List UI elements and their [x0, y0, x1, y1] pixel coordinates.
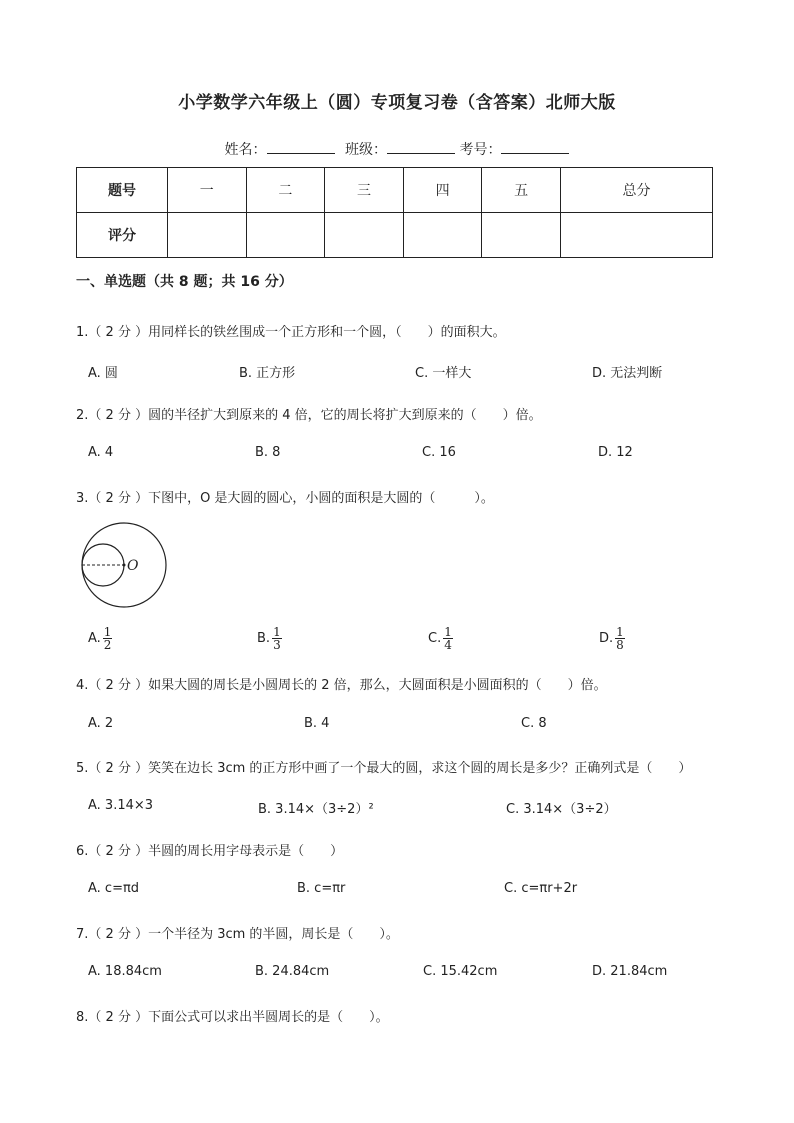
option[interactable]: B. 24.84cm — [255, 964, 330, 979]
question-stem: 7.（ 2 分 ）一个半径为 3cm 的半圆，周长是（ ）。 — [76, 927, 399, 942]
score-cell: 一 — [168, 168, 247, 213]
fraction — [272, 626, 282, 651]
option[interactable]: B. 3.14×（3÷2）² — [258, 802, 374, 817]
class-blank[interactable] — [387, 141, 455, 154]
question-stem: 1.（ 2 分 ）用同样长的铁丝围成一个正方形和一个圆，（ ）的面积大。 — [76, 325, 506, 340]
score-input-cell[interactable] — [403, 213, 482, 258]
center-label: O — [127, 558, 139, 574]
score-cell: 题号 — [77, 168, 168, 213]
center-point — [123, 564, 126, 567]
exam-no-blank[interactable] — [501, 141, 569, 154]
option[interactable]: A. 18.84cm — [88, 964, 162, 979]
option[interactable]: C. 15.42cm — [423, 964, 498, 979]
question-stem: 6.（ 2 分 ）半圆的周长用字母表示是（ ） — [76, 844, 344, 859]
option[interactable]: C. c=πr+2r — [504, 881, 578, 896]
numerator: 1 — [103, 625, 112, 639]
score-input-cell[interactable] — [325, 213, 404, 258]
circles-diagram — [78, 522, 170, 612]
question-stem: 5.（ 2 分 ）笑笑在边长 3cm 的正方形中画了一个最大的圆，求这个圆的周长是多少？正确列式是（ ） — [76, 761, 692, 776]
numerator: 1 — [616, 625, 624, 639]
score-input-cell[interactable] — [482, 213, 561, 258]
score-table-header-row — [77, 168, 713, 213]
denominator: 2 — [103, 638, 112, 652]
section-heading: 一、单选题（共 8 题；共 16 分） — [76, 274, 293, 290]
option[interactable]: B. 8 — [255, 445, 281, 460]
score-table — [76, 167, 713, 258]
option[interactable]: A. 2 — [88, 716, 114, 731]
numerator: 1 — [273, 625, 281, 639]
option-prefix: D. — [599, 631, 614, 646]
option[interactable]: C. 3.14×（3÷2） — [506, 802, 617, 817]
option[interactable] — [599, 626, 625, 651]
score-cell: 评分 — [77, 213, 168, 258]
denominator: 8 — [616, 638, 624, 652]
class-label: 班级： — [345, 142, 387, 158]
score-cell: 三 — [325, 168, 404, 213]
option[interactable]: C. 8 — [521, 716, 547, 731]
option[interactable]: D. 21.84cm — [592, 964, 668, 979]
option-prefix: B. — [257, 631, 271, 646]
score-cell: 四 — [403, 168, 482, 213]
option[interactable]: D. 12 — [598, 445, 633, 460]
page-title: 小学数学六年级上（圆）专项复习卷（含答案）北师大版 — [178, 93, 616, 113]
score-input-cell[interactable] — [168, 213, 247, 258]
option-prefix: A. — [88, 631, 101, 646]
score-cell: 二 — [246, 168, 325, 213]
option[interactable]: A. 圆 — [88, 366, 118, 381]
option[interactable] — [428, 626, 453, 651]
option[interactable]: A. 4 — [88, 445, 114, 460]
option[interactable]: C. 一样大 — [415, 366, 472, 381]
name-label: 姓名： — [224, 142, 267, 158]
option[interactable]: A. 3.14×3 — [88, 798, 154, 813]
option[interactable]: B. 4 — [304, 716, 330, 731]
name-blank[interactable] — [267, 141, 335, 154]
option[interactable]: B. 正方形 — [239, 366, 296, 381]
option[interactable]: B. c=πr — [297, 881, 346, 896]
option[interactable] — [88, 626, 112, 651]
option[interactable]: D. 无法判断 — [592, 366, 663, 381]
question-stem: 8.（ 2 分 ）下面公式可以求出半圆周长的是（ ）。 — [76, 1010, 389, 1025]
student-info — [0, 139, 794, 159]
fraction — [103, 626, 113, 651]
option-prefix: C. — [428, 631, 442, 646]
score-input-cell[interactable] — [246, 213, 325, 258]
numerator: 1 — [444, 625, 452, 639]
option[interactable] — [257, 626, 282, 651]
fraction — [443, 626, 453, 651]
question-stem: 4.（ 2 分 ）如果大圆的周长是小圆周长的 2 倍，那么，大圆面积是小圆面积的（ ）倍。 — [76, 678, 607, 693]
option[interactable]: C. 16 — [422, 445, 456, 460]
exam-no-label: 考号： — [459, 142, 502, 158]
score-cell: 五 — [482, 168, 561, 213]
question-stem: 3.（ 2 分 ）下图中，O 是大圆的圆心，小圆的面积是大圆的（ ）。 — [76, 491, 494, 506]
denominator: 3 — [273, 638, 281, 652]
fraction — [615, 626, 625, 651]
score-input-cell[interactable] — [560, 213, 712, 258]
question-stem: 2.（ 2 分 ）圆的半径扩大到原来的 4 倍，它的周长将扩大到原来的（ ）倍。 — [76, 408, 542, 423]
denominator: 4 — [444, 638, 452, 652]
circles-figure — [78, 522, 170, 612]
score-cell: 总分 — [560, 168, 712, 213]
score-table-grade-row — [77, 213, 713, 258]
option[interactable]: A. c=πd — [88, 881, 140, 896]
